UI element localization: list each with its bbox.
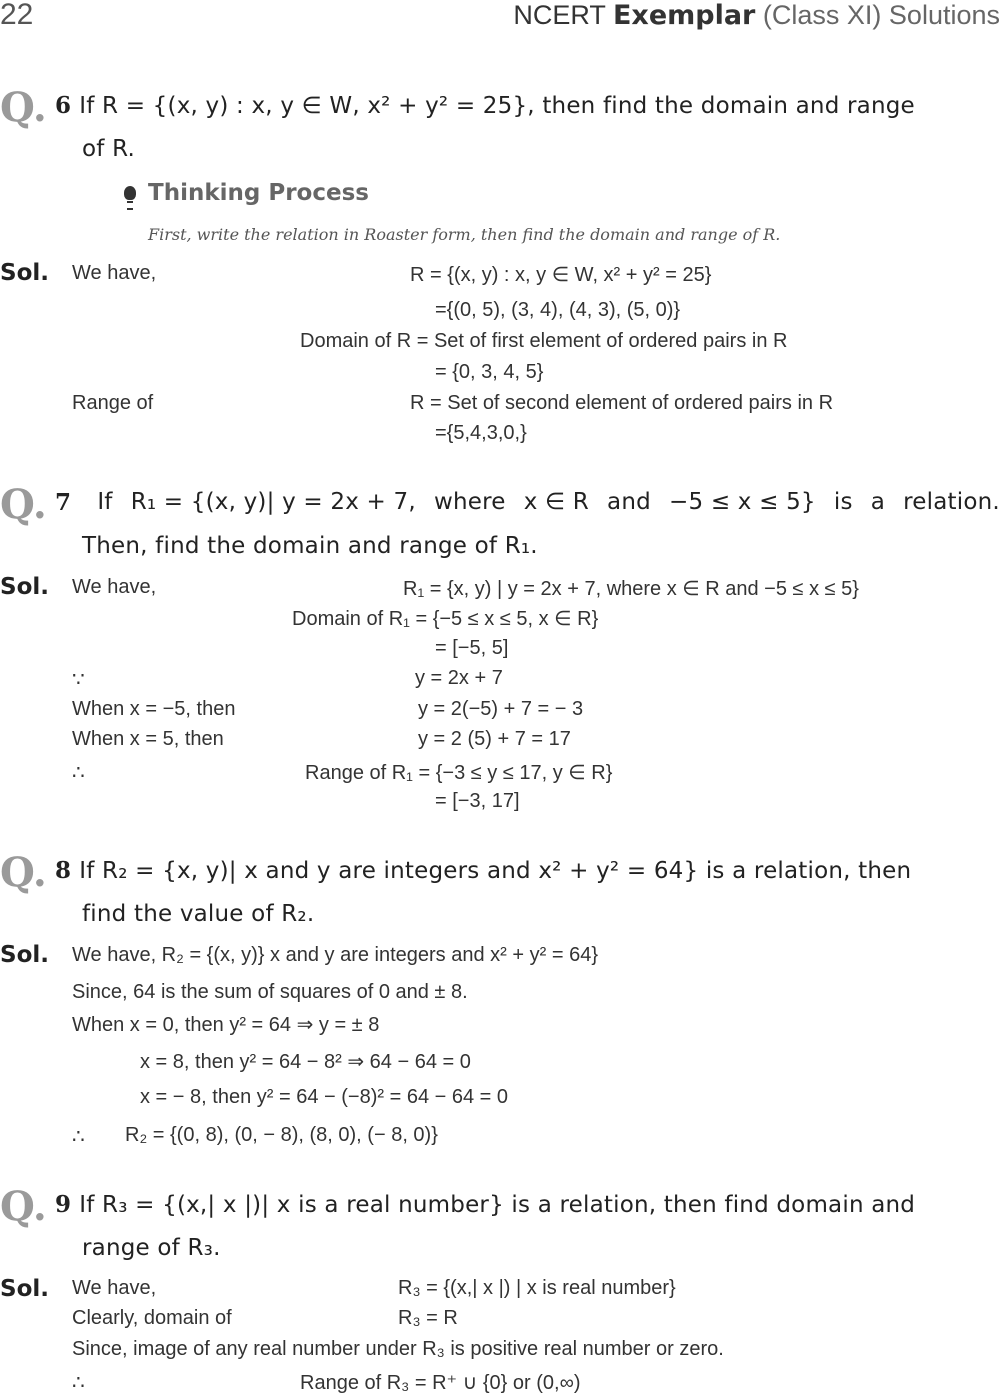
because-symbol: ∵	[72, 669, 85, 691]
solution-line: When x = 0, then y² = 64 ⇒ y = ± 8	[72, 1014, 380, 1036]
solution-line: R₂ = {(0, 8), (0, − 8), (8, 0), (− 8, 0)}	[125, 1124, 438, 1146]
solution-line: Clearly, domain of	[72, 1307, 232, 1329]
question-word: −5 ≤ x ≤ 5}	[669, 489, 816, 515]
solution-line: Since, image of any real number under R₃ is positive real number or zero.	[72, 1338, 724, 1360]
question-word: a	[870, 489, 886, 515]
solution-line: Range of R₁ = {−3 ≤ y ≤ 17, y ∈ R}	[305, 762, 613, 784]
solution-line: y = 2x + 7	[415, 667, 503, 689]
question-9-line-1	[55, 1191, 1000, 1218]
solution-line: x = − 8, then y² = 64 − (−8)² = 64 − 64 = 0	[140, 1086, 509, 1108]
solution-line: R₃ = R	[398, 1307, 458, 1329]
question-mark: Q.	[0, 84, 47, 131]
question-6-line-2: of R.	[82, 136, 135, 162]
solution-line: = {0, 3, 4, 5}	[435, 361, 544, 383]
solution-line: R = Set of second element of ordered pairs in R	[410, 392, 834, 414]
solution-label: Sol.	[0, 574, 49, 600]
therefore-symbol: ∴	[72, 1372, 85, 1394]
solution-line: We have, R₂ = {(x, y)} x and y are integers and x² + y² = 64}	[72, 944, 598, 966]
question-8-line-1	[55, 857, 1000, 884]
book-name: NCERT	[513, 0, 606, 30]
solution-line: When x = 5, then	[72, 728, 224, 750]
book-title-rest: (Class XI) Solutions	[762, 0, 1000, 30]
solution-line: y = 2 (5) + 7 = 17	[418, 728, 571, 750]
question-word: where	[433, 489, 506, 515]
question-7-line-2: Then, find the domain and range of R₁.	[82, 533, 538, 559]
question-text: If R₂ = {x, y)| x and y are integers and x² + y² = 64} is a relation, then	[79, 858, 912, 884]
page-number: 22	[0, 0, 34, 31]
question-number: 6	[55, 92, 72, 119]
solution-line: = [−3, 17]	[435, 790, 520, 812]
therefore-symbol: ∴	[72, 762, 85, 784]
solution-line: = [−5, 5]	[435, 637, 509, 659]
solution-line: We have,	[72, 262, 157, 284]
question-text: If R₃ = {(x,| x |)| x is a real number} is a relation, then find domain and	[79, 1192, 916, 1218]
solution-line: Range of	[72, 392, 154, 414]
solution-line: When x = −5, then	[72, 698, 236, 720]
question-mark: Q.	[0, 1183, 47, 1230]
solution-line: x = 8, then y² = 64 − 8² ⇒ 64 − 64 = 0	[140, 1051, 471, 1073]
question-number: 9	[55, 1191, 72, 1218]
thinking-process-title: Thinking Process	[148, 180, 369, 206]
solution-line: We have,	[72, 576, 157, 598]
solution-line: Domain of R = Set of first element of ordered pairs in R	[300, 330, 788, 352]
question-8-line-2: find the value of R₂.	[82, 901, 315, 927]
solution-line: y = 2(−5) + 7 = − 3	[418, 698, 584, 720]
solution-line: Range of R₃ = R⁺ ∪ {0} or (0,∞)	[300, 1372, 581, 1394]
running-header	[513, 0, 1000, 31]
solution-line: R₁ = {x, y) | y = 2x + 7, where x ∈ R and −5 ≤ x ≤ 5}	[403, 578, 859, 600]
question-text: If R = {(x, y) : x, y ∈ W, x² + y² = 25}, then find the domain and range	[79, 93, 915, 119]
solution-label: Sol.	[0, 942, 49, 968]
solution-line: R₃ = {(x,| x |) | x is real number}	[398, 1277, 676, 1299]
thinking-process-text: First, write the relation in Roaster form, then find the domain and range of R.	[148, 225, 781, 244]
solution-label: Sol.	[0, 260, 49, 286]
question-word: If	[97, 489, 113, 515]
question-word: R₁ = {(x, y)| y = 2x + 7,	[130, 489, 416, 515]
question-number: 7	[55, 489, 72, 516]
therefore-symbol: ∴	[72, 1126, 85, 1148]
question-9-line-2: range of R₃.	[82, 1235, 221, 1261]
lightbulb-icon	[124, 186, 136, 200]
solution-line: ={5,4,3,0,}	[435, 422, 527, 444]
solution-line: ={(0, 5), (3, 4), (4, 3), (5, 0)}	[435, 299, 681, 321]
solution-line: R = {(x, y) : x, y ∈ W, x² + y² = 25}	[410, 264, 712, 286]
solution-label: Sol.	[0, 1276, 49, 1302]
solution-line: Since, 64 is the sum of squares of 0 and ± 8.	[72, 981, 468, 1003]
question-mark: Q.	[0, 481, 47, 528]
question-number: 8	[55, 857, 72, 884]
solution-line: We have,	[72, 1277, 157, 1299]
question-6-line-1	[55, 92, 1000, 119]
book-title-bold: Exemplar	[612, 0, 756, 31]
question-7-line-1	[55, 489, 1000, 516]
question-word: x ∈ R	[523, 489, 589, 515]
question-word: and	[607, 489, 651, 515]
question-mark: Q.	[0, 849, 47, 896]
question-word: is	[833, 489, 853, 515]
question-word: relation.	[903, 489, 1000, 515]
solution-line: Domain of R₁ = {−5 ≤ x ≤ 5, x ∈ R}	[292, 608, 599, 630]
